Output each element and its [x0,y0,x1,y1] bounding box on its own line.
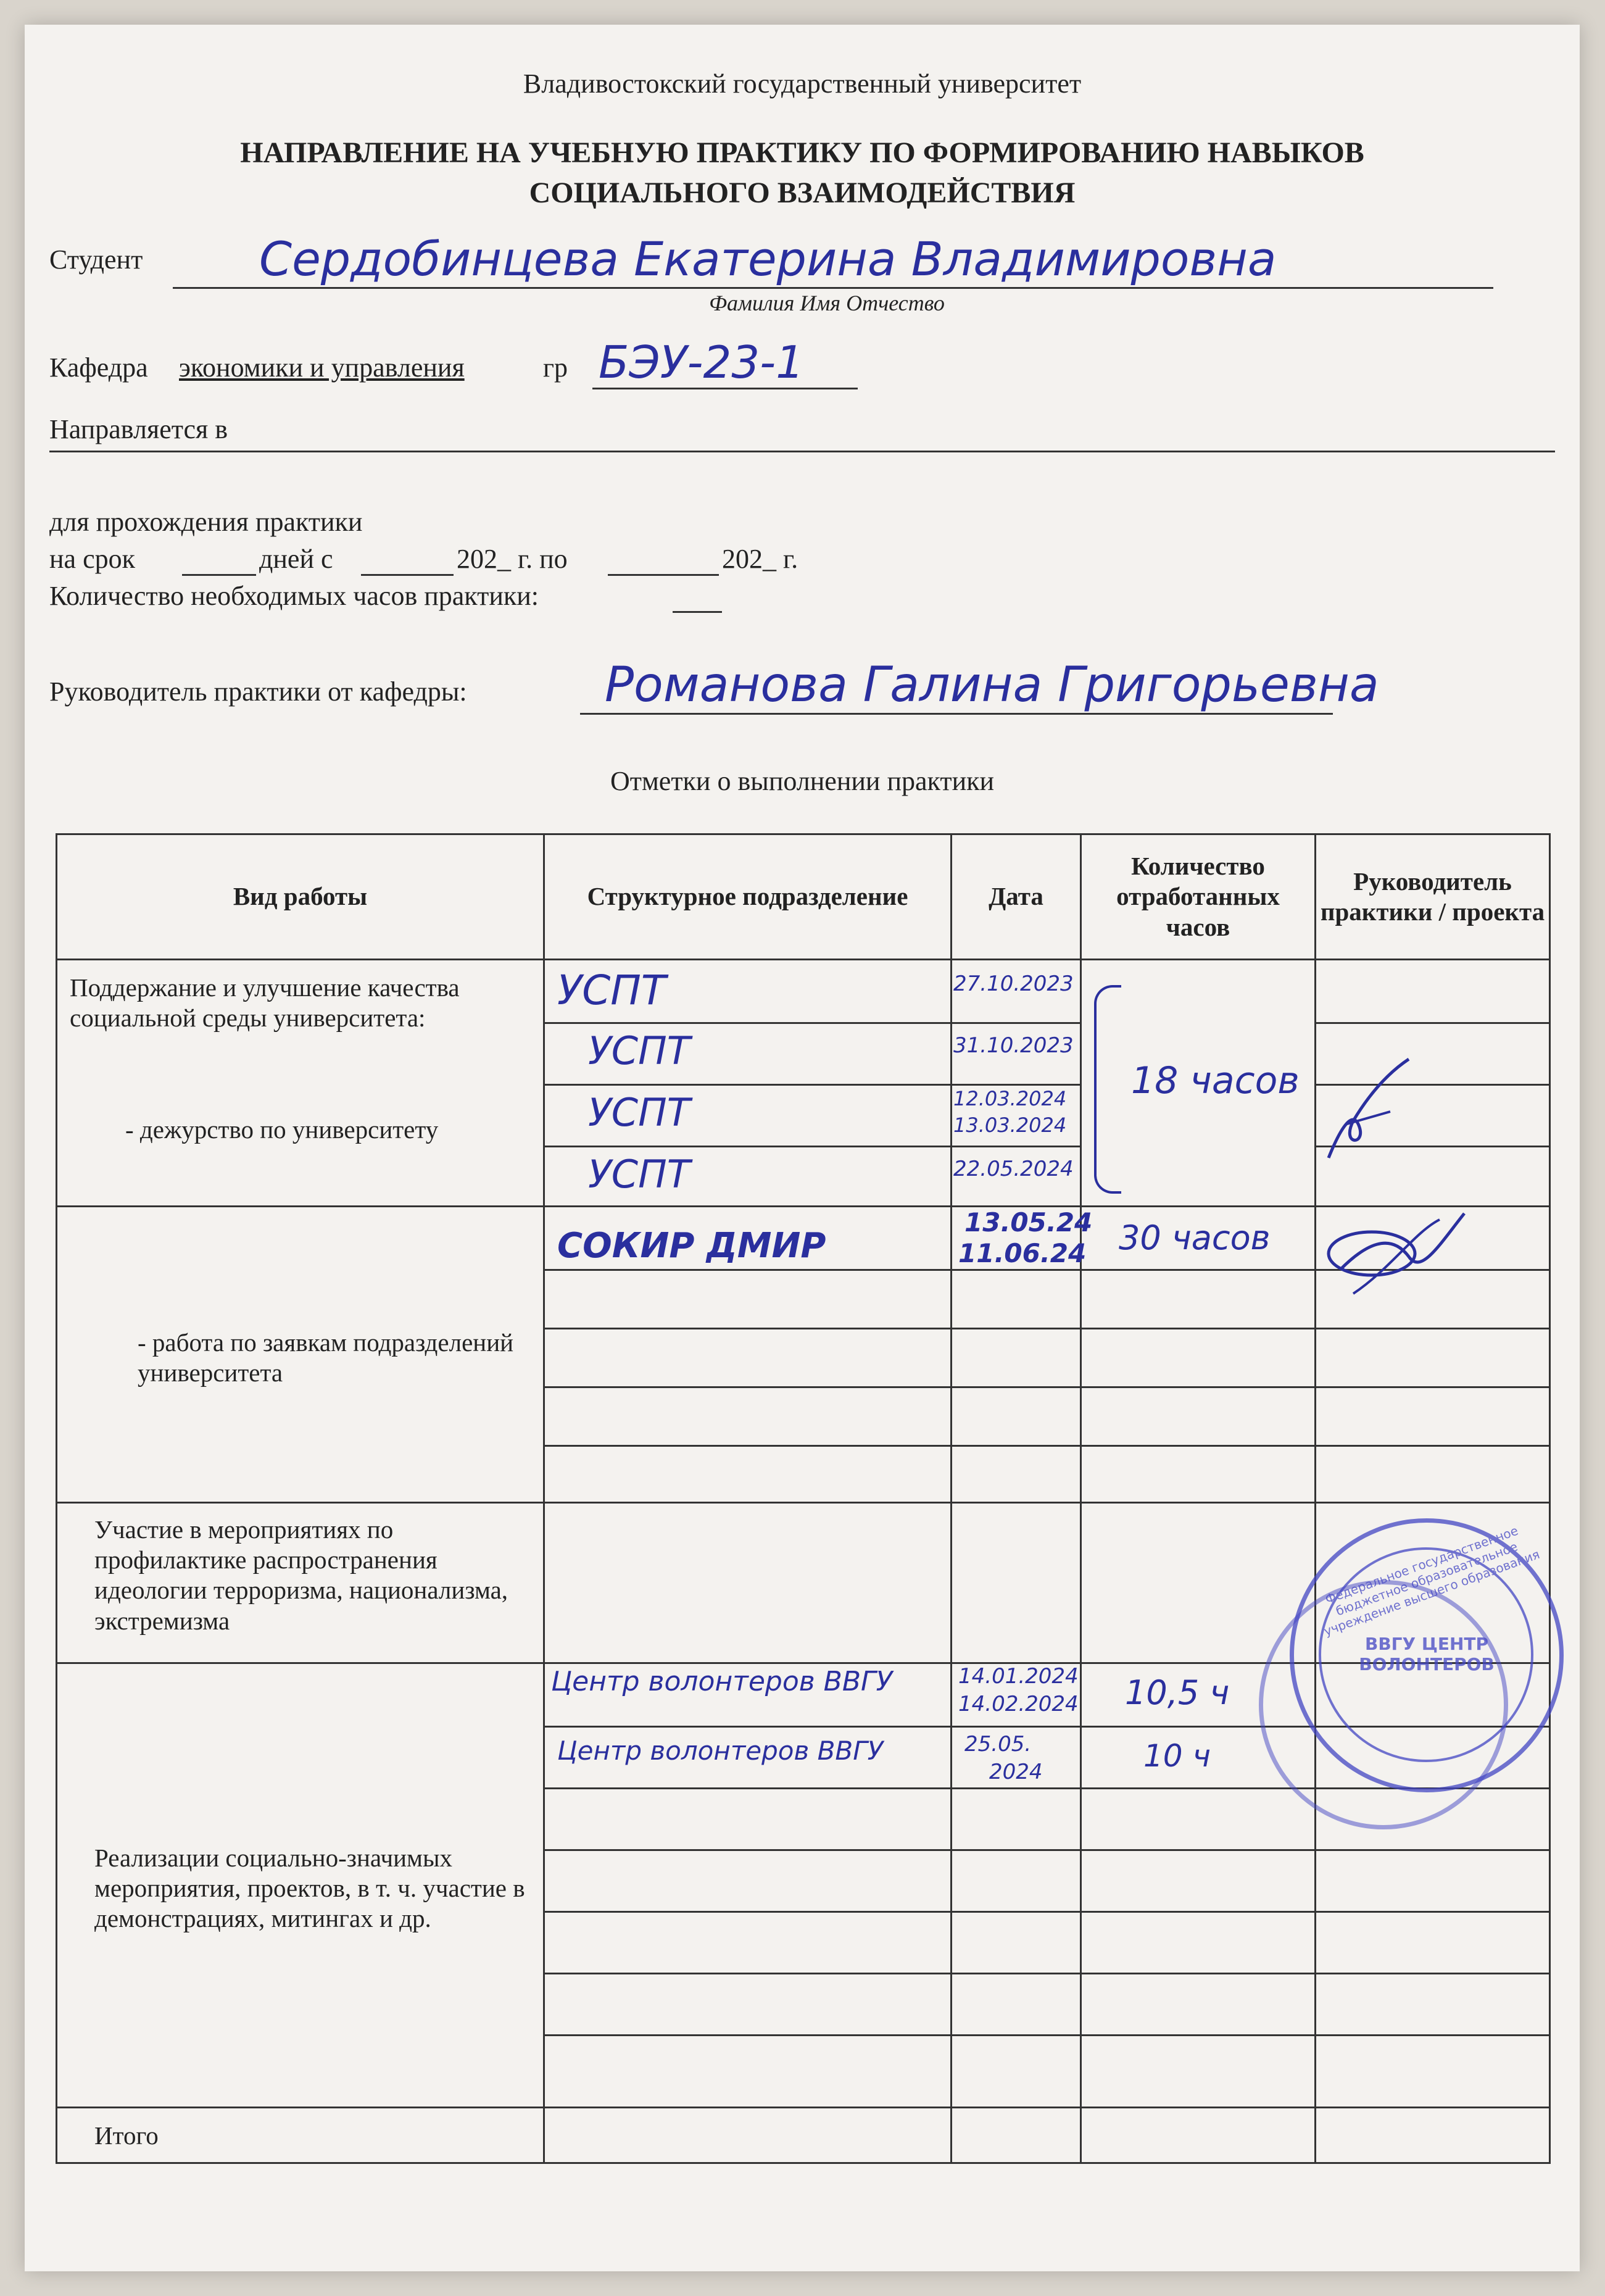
divider [1316,2034,1549,2036]
divider [952,1787,1080,1789]
prevention-date-cell [952,1503,1081,1663]
practice-year2: 202_ г. [722,544,798,574]
duty-date-3: 12.03.2024 [953,1087,1067,1110]
university-name: Владивостокский государственный университет [523,69,1082,99]
document-title-line1: НАПРАВЛЕНИЕ НА УЧЕБНУЮ ПРАКТИКУ ПО ФОРМИРОВАНИЮ НАВЫКОВ [240,136,1364,169]
duty-hours-cell [1081,960,1316,1207]
divider [545,1022,950,1024]
divider [545,1146,950,1147]
student-label: Студент [49,244,143,275]
to-line [608,549,719,576]
divider [545,1973,950,1974]
divider [952,1726,1080,1728]
table-row-total [57,2108,1550,2163]
projects-hours-2: 10 ч [1143,1738,1211,1774]
projects-date-2b: 2024 [989,1760,1043,1784]
supervisor-label: Руководитель практики от кафедры: [49,676,467,707]
duty-signature-cell [1316,960,1550,1207]
projects-unit-1: Центр волонтеров ВВГУ [551,1666,893,1697]
divider [545,1328,950,1329]
duty-sub-label: - дежурство по университету [125,1115,439,1144]
projects-unit-cell [544,1663,952,2108]
projects-date-2a: 25.05. [964,1732,1032,1757]
document-sheet [25,25,1580,2271]
divider [952,1084,1080,1086]
header-unit: Структурное подразделение [544,834,952,960]
divider [952,1269,1080,1271]
hours-line [673,586,722,613]
duty-date-1: 27.10.2023 [953,971,1074,996]
divider [952,1445,1080,1447]
projects-hours-1: 10,5 ч [1125,1673,1230,1712]
duty-label: Поддержание и улучшение качества социальной среды университета: [70,973,460,1033]
duty-date-cell [952,960,1081,1207]
group-label: гр [543,352,568,383]
total-label-cell [57,2108,544,2163]
duty-date-2: 31.10.2023 [953,1033,1074,1058]
divider [545,1386,950,1388]
requests-date-cell [952,1207,1093,1503]
divider [1082,2034,1314,2036]
practice-term-prefix: на срок [49,544,135,574]
header-supervisor: Руководитель практики / проекта [1316,834,1550,960]
divider [1082,1328,1314,1329]
student-name: Сердобинцева Екатерина Владимировна [259,231,1277,286]
requests-unit-cell [544,1207,952,1503]
requests-date-1: 13.05.24 [964,1207,1093,1237]
duty-unit-1: УСПТ [557,967,666,1014]
duty-unit-3: УСПТ [588,1090,691,1135]
header-date: Дата [952,834,1081,960]
divider [1082,1269,1314,1271]
prevention-work-cell [57,1503,544,1663]
divider [952,1973,1080,1974]
divider [1316,1386,1549,1388]
requests-hours-cell [1081,1207,1316,1503]
divider [1316,1445,1549,1447]
stamp-ring-text: Федеральное государственное бюджетное образовательное учреждение высшего образования [1322,1523,1542,1639]
divider [1316,1911,1549,1913]
organization-stamp-overlay [1259,1580,1508,1829]
table-row-requests [57,1207,1550,1503]
divider [1082,1911,1314,1913]
total-hours-cell [1081,2108,1316,2163]
student-caption: Фамилия Имя Отчество [709,291,945,315]
divider [1082,1849,1314,1851]
table-row-duty [57,960,1550,1207]
prevention-label: Участие в мероприятиях по профилактике распространения идеологии терроризма, национализма, экстремизма [94,1515,508,1635]
total-unit-cell [544,2108,952,2163]
duty-unit-4: УСПТ [588,1152,691,1197]
days-line [182,549,256,576]
requests-work-cell [57,1207,544,1503]
divider [952,2034,1080,2036]
stamp-center-text: ВВГУ ЦЕНТР ВОЛОНТЕРОВ [1359,1634,1495,1674]
department-value: экономики и управления [179,352,465,383]
practice-table [56,833,1551,2164]
requests-sub-label: - работа по заявкам подразделений университета [138,1328,514,1387]
divider [952,1022,1080,1024]
requests-date-2: 11.06.24 [958,1238,1087,1268]
divider [952,1849,1080,1851]
divider [1316,1022,1549,1024]
divider [1316,1328,1549,1329]
total-label: Итого [94,2121,159,2150]
supervisor-name: Романова Галина Григорьевна [605,657,1379,713]
projects-work-cell [57,1663,544,2108]
requests-unit: СОКИР ДМИР [557,1226,826,1266]
supervisor-signature-1 [1316,1053,1440,1176]
duty-unit-2: УСПТ [588,1028,691,1073]
divider [545,1787,950,1789]
duty-date-5: 22.05.2024 [953,1157,1074,1181]
divider [545,2034,950,2036]
divider [545,1084,950,1086]
divider [545,1445,950,1447]
divider [1082,1787,1314,1789]
total-signature-cell [1316,2108,1550,2163]
supervisor-signature-2 [1316,1207,1477,1318]
duty-work-cell [57,960,544,1207]
divider [545,1726,950,1728]
duty-hours: 18 часов [1131,1059,1300,1102]
projects-unit-2: Центр волонтеров ВВГУ [557,1736,884,1766]
group-value: БЭУ-23-1 [599,336,804,388]
header-hours: Количество отработанных часов [1081,834,1316,960]
sent-to-label: Направляется в [49,414,228,444]
table-header-row [57,834,1550,960]
projects-date-1a: 14.01.2024 [958,1664,1079,1689]
duty-date-4: 13.03.2024 [953,1113,1067,1137]
sent-to-line [49,420,1555,452]
total-date-cell [952,2108,1081,2163]
projects-label: Реализации социально-значимых мероприятия, проектов, в т. ч. участие в демонстрациях, митингах и др. [94,1844,525,1933]
duty-unit-cell [544,960,952,1207]
table-title: Отметки о выполнении практики [610,766,995,796]
hours-label: Количество необходимых часов практики: [49,581,539,611]
divider [1316,1973,1549,1974]
divider [952,1911,1080,1913]
department-label: Кафедра [49,352,148,383]
practice-days: дней с [259,544,333,574]
divider [1316,1849,1549,1851]
document-title-line2: СОЦИАЛЬНОГО ВЗАИМОДЕЙСТВИЯ [529,177,1076,209]
divider [545,1911,950,1913]
brace-mark [1094,985,1121,1194]
divider [952,1146,1080,1147]
practice-line1: для прохождения практики [49,507,363,537]
projects-date-cell [952,1663,1081,2108]
divider [1082,1445,1314,1447]
header-work-type: Вид работы [57,834,544,960]
divider [1082,1973,1314,1974]
divider [952,1386,1080,1388]
divider [545,1269,950,1271]
divider [952,1328,1080,1329]
requests-signature-cell [1316,1207,1550,1503]
requests-hours: 30 часов [1119,1218,1271,1257]
projects-date-1b: 14.02.2024 [958,1692,1079,1716]
prevention-unit-cell [544,1503,952,1663]
divider [1082,1386,1314,1388]
practice-year1: 202_ г. по [457,544,568,574]
divider [545,1849,950,1851]
from-line [361,549,454,576]
